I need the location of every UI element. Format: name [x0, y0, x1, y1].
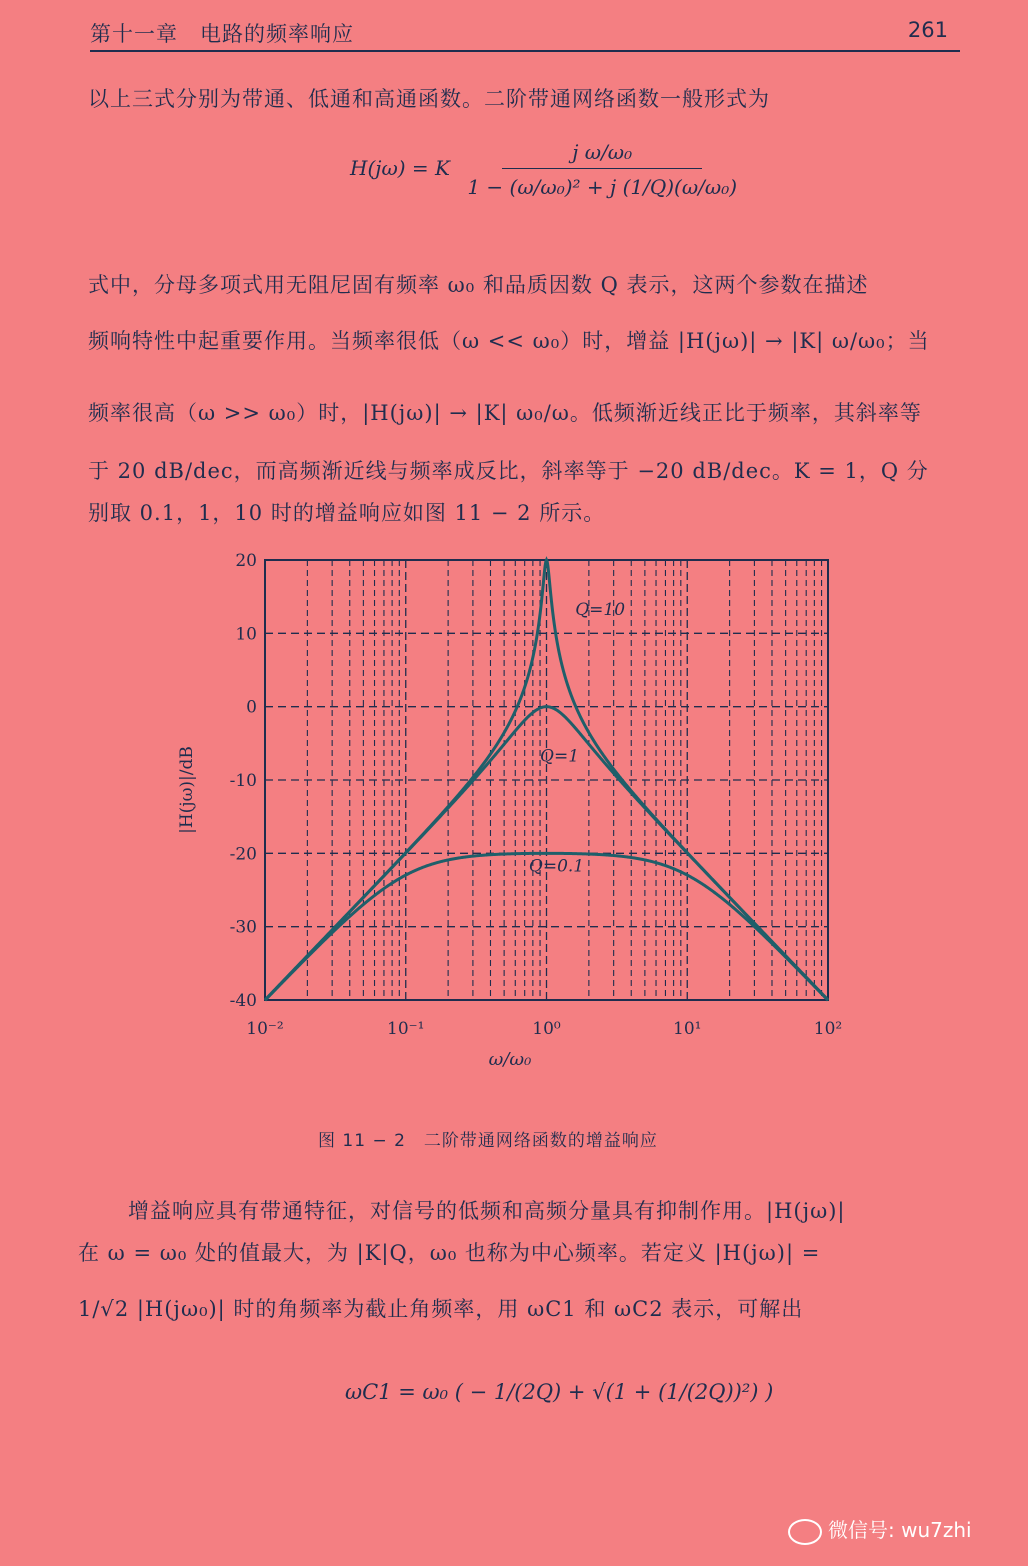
watermark-text: 微信号: wu7zhi — [828, 1518, 972, 1542]
y-tick-label: -30 — [229, 917, 257, 938]
wechat-icon — [788, 1519, 822, 1545]
equation-numerator: j ω/ω₀ — [502, 140, 702, 169]
equation-transfer-function — [350, 140, 742, 199]
curve-annotations — [529, 600, 625, 877]
y-tick-label: -40 — [229, 991, 257, 1011]
y-tick-label: 10 — [235, 624, 257, 645]
paragraph-bandpass-line2: 在 ω = ω₀ 处的值最大，为 |K|Q，ω₀ 也称为中心频率。若定义 |H(jω)| = — [78, 1241, 821, 1265]
y-tick-label: 20 — [235, 551, 257, 571]
header-rule — [90, 50, 960, 52]
chart-grid — [265, 560, 828, 1000]
x-tick-labels — [246, 1019, 842, 1039]
chapter-title: 第十一章 电路的频率响应 — [90, 22, 354, 46]
curve-label: Q=10 — [575, 600, 626, 620]
y-axis-label: |H(jω)|/dB — [177, 746, 197, 834]
equation-fraction — [464, 140, 740, 199]
x-tick-label: 10² — [813, 1019, 843, 1039]
curve-label: Q=0.1 — [528, 856, 585, 877]
x-tick-label: 10⁰ — [532, 1019, 561, 1039]
watermark — [788, 1514, 972, 1545]
figure-caption: 图 11 − 2 二阶带通网络函数的增益响应 — [318, 1131, 658, 1151]
page-number: 261 — [907, 18, 948, 42]
paragraph-parameters-line1: 式中，分母多项式用无阻尼固有频率 ω₀ 和品质因数 Q 表示，这两个参数在描述 — [88, 273, 869, 297]
curve-label: Q=1 — [540, 746, 580, 767]
y-tick-label: 0 — [246, 697, 257, 718]
equation-lhs: H(jω) = K — [350, 156, 450, 180]
paragraph-bandpass-line1: 增益响应具有带通特征，对信号的低频和高频分量具有抑制作用。|H(jω)| — [128, 1199, 846, 1223]
x-tick-label: 10⁻² — [246, 1019, 284, 1039]
y-tick-label: -10 — [229, 771, 257, 791]
equation-cutoff-frequency: ωC1 = ω₀ ( − 1/(2Q) + √(1 + (1/(2Q))²) ) — [345, 1380, 774, 1404]
paragraph-intro: 以上三式分别为带通、低通和高通函数。二阶带通网络函数一般形式为 — [88, 87, 770, 111]
x-tick-label: 10⁻¹ — [387, 1019, 425, 1039]
paragraph-parameters-line3: 频率很高（ω >> ω₀）时，|H(jω)| → |K| ω₀/ω。低频渐近线正比于频率，其斜率等 — [88, 401, 922, 425]
gain-response-chart — [170, 545, 860, 1105]
y-tick-label: -20 — [229, 844, 257, 865]
paragraph-bandpass-line3: 1/√2 |H(jω₀)| 时的角频率为截止角频率，用 ωC1 和 ωC2 表示，可解出 — [78, 1297, 804, 1321]
x-axis-label: ω/ω₀ — [488, 1049, 532, 1070]
x-tick-label: 10¹ — [673, 1019, 702, 1039]
page-header — [90, 14, 960, 54]
paragraph-parameters-line2: 频响特性中起重要作用。当频率很低（ω << ω₀）时，增益 |H(jω)| → |K| ω/ω₀；当 — [88, 329, 930, 353]
paragraph-parameters-line4: 于 20 dB/dec，而高频渐近线与频率成反比，斜率等于 −20 dB/dec。K = 1，Q 分 — [88, 459, 929, 483]
equation-denominator: 1 − (ω/ω₀)² + j (1/Q)(ω/ω₀) — [467, 175, 738, 199]
paragraph-parameters-line5: 别取 0.1，1，10 时的增益响应如图 11 − 2 所示。 — [88, 501, 606, 525]
y-tick-labels — [230, 551, 257, 1011]
